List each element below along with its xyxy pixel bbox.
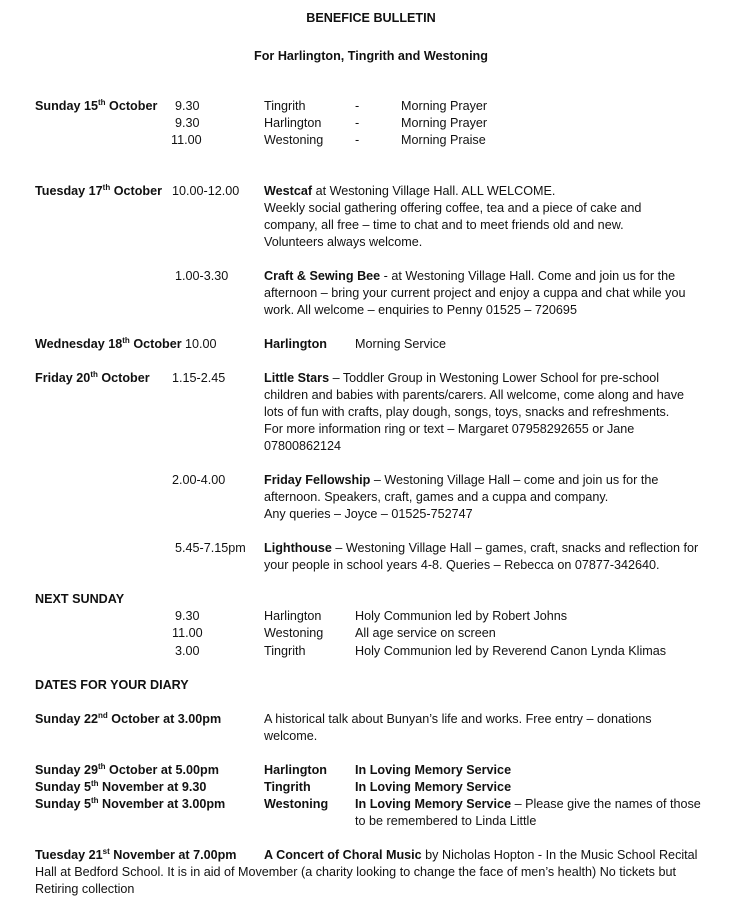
page-title: BENEFICE BULLETIN <box>306 11 436 25</box>
service-place: Tingrith <box>264 644 306 658</box>
service-place: Westoning <box>264 626 324 640</box>
event-text: lots of fun with crafts, play dough, songs, toys, snacks and refreshments. <box>264 405 670 419</box>
dash: - <box>355 99 360 113</box>
event-little-stars: Little Stars – Toddler Group in Westoning Lower School for pre-school <box>264 371 660 385</box>
event-time: 2.00-4.00 <box>172 473 226 487</box>
service-time: 9.30 <box>175 99 200 113</box>
event-westcaf: Westcaf at Westoning Village Hall. ALL WELCOME. <box>264 184 556 198</box>
service-name: Morning Praise <box>401 133 486 147</box>
service-time: 9.30 <box>175 609 200 623</box>
diary-text: A historical talk about Bunyan’s life and works. Free entry – donations <box>264 712 652 726</box>
diary-text: Hall at Bedford School. It is in aid of Movember (a charity looking to change the face of men’s health) No tickets but <box>35 865 676 879</box>
service-name: Morning Prayer <box>401 99 488 113</box>
event-time: 10.00-12.00 <box>172 184 240 198</box>
event-craft-sewing: Craft & Sewing Bee - at Westoning Village Hall. Come and join us for the <box>264 269 676 283</box>
diary-service: In Loving Memory Service <box>355 780 512 794</box>
diary-text: Retiring collection <box>35 882 135 896</box>
diary-text: to be remembered to Linda Little <box>355 814 537 828</box>
event-text: afternoon – bring your current project and enjoy a cuppa and chat while you <box>264 286 686 300</box>
event-time: 5.45-7.15pm <box>175 541 246 555</box>
page-subtitle: For Harlington, Tingrith and Westoning <box>254 49 488 63</box>
event-lighthouse: Lighthouse – Westoning Village Hall – games, craft, snacks and reflection for <box>264 541 699 555</box>
service-time: 11.00 <box>171 133 202 147</box>
service-time: 10.00 <box>185 337 217 351</box>
diary-heading: DATES FOR YOUR DIARY <box>35 678 189 692</box>
event-text: afternoon. Speakers, craft, games and a cuppa and company. <box>264 490 609 504</box>
event-text: children and babies with parents/carers. All welcome, come along and have <box>264 388 685 402</box>
event-text: Weekly social gathering offering coffee, tea and a piece of cake and <box>264 201 642 215</box>
service-place: Westoning <box>264 133 324 147</box>
service-name: Holy Communion led by Robert Johns <box>355 609 568 623</box>
service-place: Harlington <box>264 609 322 623</box>
diary-place: Westoning <box>264 797 329 811</box>
date-friday-20: Friday 20th October <box>35 370 150 385</box>
diary-place: Tingrith <box>264 780 311 794</box>
dash: - <box>355 133 360 147</box>
event-text: your people in school years 4-8. Queries – Rebecca on 07877-342640. <box>264 558 660 572</box>
service-name: All age service on screen <box>355 626 496 640</box>
event-text: work. All welcome – enquiries to Penny 01525 – 720695 <box>264 303 577 317</box>
diary-date: Sunday 5th November at 3.00pm <box>35 796 226 811</box>
service-place: Tingrith <box>264 99 306 113</box>
next-sunday-heading: NEXT SUNDAY <box>35 592 125 606</box>
date-sunday-15: Sunday 15th October <box>35 98 158 113</box>
diary-date: Tuesday 21st November at 7.00pm <box>35 847 237 862</box>
diary-date: Sunday 22nd October at 3.00pm <box>35 711 222 726</box>
event-time: 1.00-3.30 <box>175 269 229 283</box>
diary-date: Sunday 5th November at 9.30 <box>35 779 207 794</box>
event-text: Volunteers always welcome. <box>264 235 423 249</box>
service-name: Morning Service <box>355 337 446 351</box>
service-time: 11.00 <box>172 626 203 640</box>
diary-date: Sunday 29th October at 5.00pm <box>35 762 219 777</box>
diary-text: welcome. <box>264 729 318 743</box>
diary-concert: A Concert of Choral Music by Nicholas Hopton - In the Music School Recital <box>264 848 698 862</box>
service-time: 3.00 <box>175 644 200 658</box>
date-tuesday-17: Tuesday 17th October <box>35 183 163 198</box>
event-text: For more information ring or text – Margaret 07958292655 or Jane <box>264 422 635 436</box>
service-name: Holy Communion led by Reverend Canon Lynda Klimas <box>355 644 667 658</box>
dash: - <box>355 116 360 130</box>
event-time: 1.15-2.45 <box>172 371 226 385</box>
event-text: Any queries – Joyce – 01525-752747 <box>264 507 473 521</box>
diary-service-with-note: In Loving Memory Service – Please give the names of those <box>355 797 701 811</box>
service-place: Harlington <box>264 337 327 351</box>
service-name: Morning Prayer <box>401 116 488 130</box>
event-text: company, all free – time to chat and to meet friends old and new. <box>264 218 624 232</box>
diary-service: In Loving Memory Service <box>355 763 512 777</box>
diary-place: Harlington <box>264 763 327 777</box>
service-place: Harlington <box>264 116 322 130</box>
service-time: 9.30 <box>175 116 200 130</box>
event-friday-fellowship: Friday Fellowship – Westoning Village Hall – come and join us for the <box>264 473 659 487</box>
event-text: 07800862124 <box>264 439 342 453</box>
date-wednesday-18: Wednesday 18th October <box>35 336 182 351</box>
